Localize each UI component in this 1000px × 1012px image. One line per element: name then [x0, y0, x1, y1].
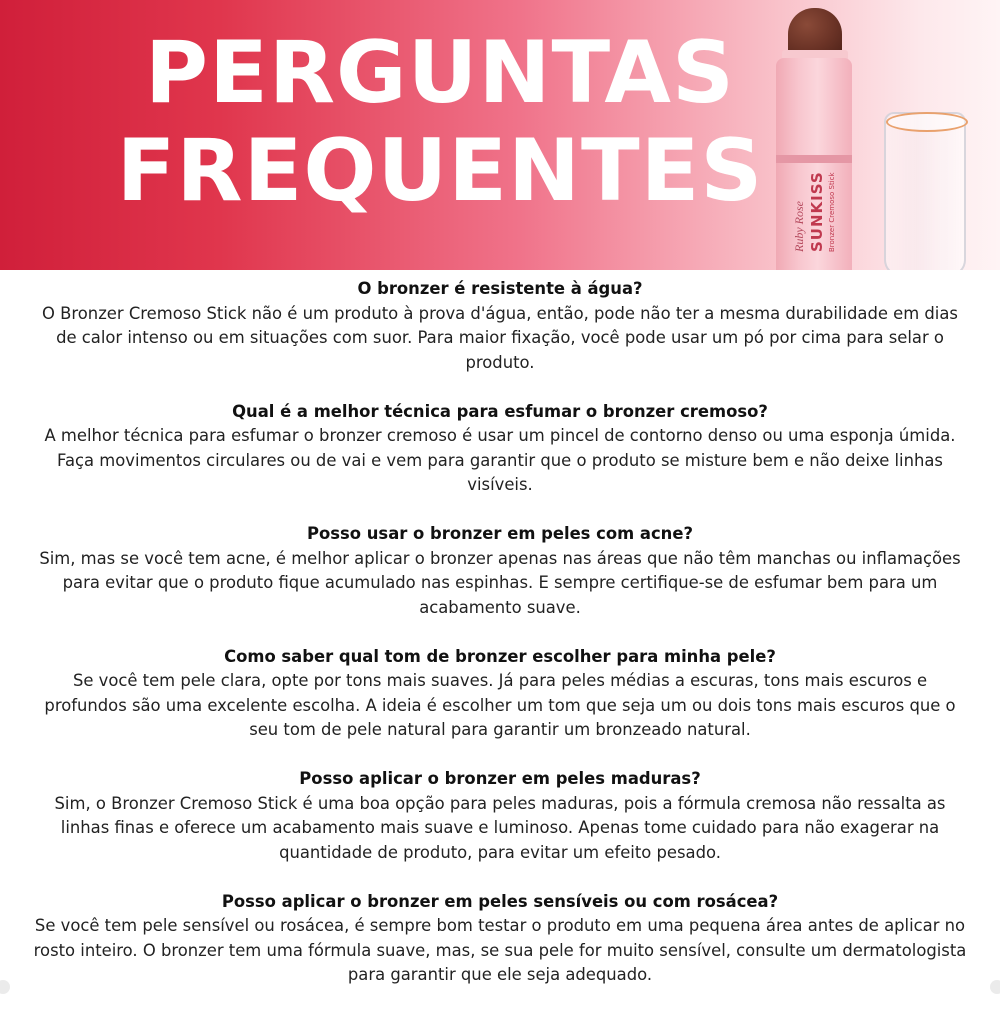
bronzer-stick-cap-rim	[886, 112, 968, 132]
corner-decoration	[0, 980, 10, 994]
faq-list	[30, 277, 970, 1012]
faq-question: O bronzer é resistente à água?	[357, 279, 643, 298]
bronzer-stick-cap	[884, 112, 966, 270]
faq-item	[30, 890, 970, 988]
faq-question: Posso aplicar o bronzer em peles maduras?	[299, 769, 701, 788]
faq-item	[30, 767, 970, 865]
faq-answer: Sim, mas se você tem acne, é melhor aplicar o bronzer apenas nas áreas que não têm manchas ou inflamações para evitar que o produto fique acumulado nas espinhas. E sempre certifique-se de esfumar bem para um acabamento suave.	[39, 548, 961, 617]
header-banner	[0, 0, 1000, 270]
product-brand-logo: Ruby Rose	[792, 201, 806, 252]
faq-item	[30, 522, 970, 620]
faq-question: Posso aplicar o bronzer em peles sensíveis ou com rosácea?	[221, 891, 779, 911]
faq-answer: O Bronzer Cremoso Stick não é um produto à prova d'água, então, pode não ter a mesma durabilidade em dias de calor intenso ou em situações com suor. Para maior fixação, você pode usar um pó por cima para selar o produto.	[42, 303, 958, 372]
faq-answer: Se você tem pele clara, opte por tons mais suaves. Já para peles médias a escuras, tons mais escuros e profundos são uma excelente escolha. A ideia é escolher um tom que seja um ou dois tons mais escuros que o seu tom de pele natural para garantir um bronzeado natural.	[44, 671, 956, 739]
bronzer-stick-tip	[788, 8, 842, 56]
faq-question: Posso usar o bronzer em peles com acne?	[307, 524, 693, 543]
faq-item	[30, 400, 970, 498]
bronzer-stick-ring	[776, 155, 852, 163]
product-subtitle: Bronzer Cremoso Stick	[828, 172, 836, 252]
faq-question: Como saber qual tom de bronzer escolher para minha pele?	[224, 646, 776, 666]
faq-question: Qual é a melhor técnica para esfumar o bronzer cremoso?	[232, 401, 768, 421]
product-image	[768, 0, 1000, 270]
corner-decoration	[990, 980, 1000, 994]
page-title-line-2: FREQUENTES	[116, 121, 764, 221]
faq-answer: Sim, o Bronzer Cremoso Stick é uma boa opção para peles maduras, pois a fórmula cremosa não ressalta as linhas finas e oferece um acabamento mais suave e luminoso. Apenas tome cuidado para não exagerar na quantidade de produto, para evitar um efeito pesado.	[54, 793, 946, 862]
product-name: SUNKISS	[808, 171, 826, 252]
faq-answer: A melhor técnica para esfumar o bronzer cremoso é usar um pincel de contorno denso ou uma esponja úmida. Faça movimentos circulares ou de vai e vem para garantir que o produto se misture bem e não deixe linhas visíveis.	[44, 426, 956, 494]
faq-answer: Se você tem pele sensível ou rosácea, é sempre bom testar o produto em uma pequena área antes de aplicar no rosto inteiro. O bronzer tem uma fórmula suave, mas, se sua pele for muito sensível, consulte um dermatologista para garantir que ele seja adequado.	[33, 916, 967, 984]
page-title-line-1: PERGUNTAS	[145, 23, 735, 123]
faq-item	[30, 645, 970, 743]
faq-item	[30, 277, 970, 375]
